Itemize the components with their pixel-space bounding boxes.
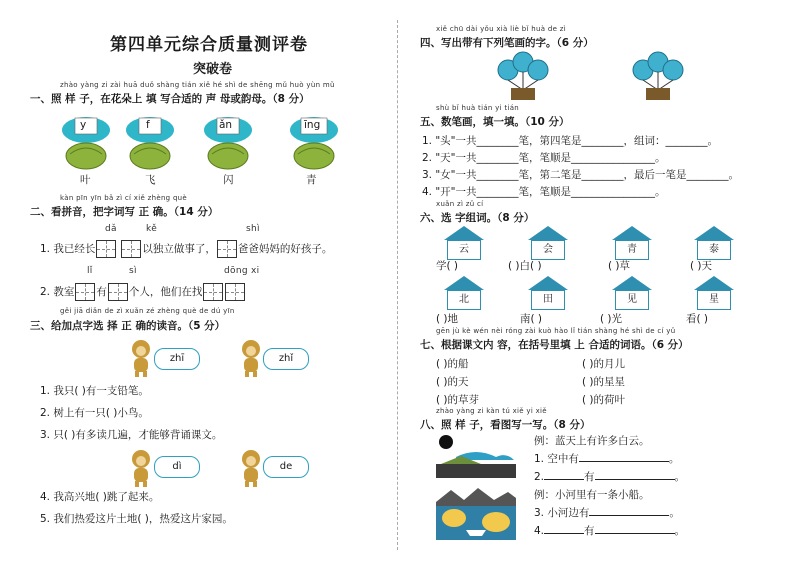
sec6-pinyin: xuǎn zì zǔ cí <box>436 200 484 208</box>
sec1-pinyin: zhào yàng zi zài huā duǒ shàng tián xiě hé shì de shēng mǔ huò yùn mǔ <box>60 81 335 89</box>
answer-box-shi[interactable] <box>217 240 237 258</box>
py-li: lǐ <box>87 266 93 276</box>
sec5-line1: 1. "头"一共________笔，第四笔是________，组词：________。 <box>422 135 719 147</box>
bubble-di: dì <box>154 456 200 478</box>
flower-3-label: ǎn <box>219 119 233 131</box>
sec4-pinyin: xiě chū dài yǒu xià liè bǐ huà de zì <box>436 25 566 33</box>
sec7-pinyin: gēn jù kè wén nèi róng zài kuò hào lǐ tián shàng hé shì de cí yǔ <box>436 327 676 335</box>
answer-blank-3[interactable] <box>589 505 669 516</box>
sec3-line4: 4. 我高兴地( )跳了起来。 <box>40 491 160 503</box>
sec3-line1: 1. 我只( )有一支铅笔。 <box>40 385 149 397</box>
sec2-pinyin: kàn pīn yīn bǎ zì cí xiě zhèng què <box>60 194 188 202</box>
monkey-3 <box>126 448 156 492</box>
answer-box-li[interactable] <box>75 283 95 301</box>
flower-4-char: 青 <box>306 174 317 186</box>
sec4-heading: 四、写出带有下列笔画的字。（6 分） <box>420 37 594 49</box>
answer-box-dong[interactable] <box>203 283 223 301</box>
answer-blank-2b[interactable] <box>595 469 675 480</box>
sec8-line2: 2. 有 。 <box>534 471 686 483</box>
house-tai: 泰 <box>694 226 734 260</box>
sec5-line4: 4. "开"一共________笔，笔顺是________________。 <box>422 186 666 198</box>
sec8-example2: 例：小河里有一条小船。 <box>534 489 650 501</box>
house-hui: 会 <box>528 226 568 260</box>
py-da: dǎ <box>105 224 117 234</box>
sec7-right2: ( )的星星 <box>582 376 626 388</box>
bubble-de: de <box>263 456 309 478</box>
sec8-line3: 3. 小河边有 。 <box>534 507 680 519</box>
answer-box-si[interactable] <box>108 283 128 301</box>
house-xing: 星 <box>694 276 734 310</box>
flower-2-label: f <box>146 119 150 131</box>
sec7-heading: 七、根据课文内 容，在括号里填 上 合适的词语。（6 分） <box>420 339 689 351</box>
flower-2 <box>120 112 180 176</box>
answer-blank-2a[interactable] <box>544 469 584 480</box>
sec3-line2: 2. 树上有一只( )小鸟。 <box>40 407 149 419</box>
sec6-word8: 看( ) <box>686 313 709 325</box>
house-tian: 田 <box>528 276 568 310</box>
house-bei: 北 <box>444 276 484 310</box>
flower-1-char: 叶 <box>80 174 91 186</box>
py-shi: shì <box>246 224 260 234</box>
sec7-left2: ( )的天 <box>436 376 469 388</box>
sec7-right3: ( )的荷叶 <box>582 394 626 406</box>
column-divider <box>397 20 398 550</box>
house-jian: 见 <box>612 276 652 310</box>
monkey-4 <box>236 448 266 492</box>
monkey-1 <box>126 338 156 382</box>
sec8-line4: 4. 有 。 <box>534 525 686 537</box>
bubble-zhi1: zhī <box>154 348 200 370</box>
sec6-word2: ( )白( ) <box>508 260 542 272</box>
sec6-word7: ( )光 <box>600 313 623 325</box>
sec1-heading: 一、照 样 子，在花朵上 填 写合适的 声 母或韵母。（8 分） <box>30 93 310 105</box>
answer-box-xi[interactable] <box>225 283 245 301</box>
sec8-example1: 例：蓝天上有许多白云。 <box>534 435 650 447</box>
sec2-heading: 二、看拼音，把字词写 正 确。（14 分） <box>30 206 219 218</box>
sec6-word5: ( )地 <box>436 313 459 325</box>
py-si: sì <box>129 266 137 276</box>
answer-blank-1[interactable] <box>579 451 669 462</box>
sec3-heading: 三、给加点字选 择 正 确的读音。（5 分） <box>30 320 226 332</box>
sec8-heading: 八、照 样 子，看图写一写。（8 分） <box>420 419 591 431</box>
sec8-line1: 1. 空中有 。 <box>534 453 680 465</box>
tree-2 <box>628 50 688 106</box>
sec5-line2: 2. "天"一共________笔，笔顺是________________。 <box>422 152 666 164</box>
answer-box-ke[interactable] <box>121 240 141 258</box>
sec2-line2: 2. 教室 有 个人，他们在找 <box>40 283 246 301</box>
py-dongxi: dōng xi <box>224 266 260 276</box>
sec5-heading: 五、数笔画，填一填。（10 分） <box>420 116 570 128</box>
tree-1 <box>493 50 553 106</box>
page-title: 第四单元综合质量测评卷 <box>110 35 308 55</box>
sec7-left3: ( )的草芽 <box>436 394 480 406</box>
sec6-word4: ( )天 <box>690 260 713 272</box>
page-subtitle: 突破卷 <box>193 62 233 77</box>
sky-picture <box>436 432 516 482</box>
house-qing: 青 <box>612 226 652 260</box>
sec3-pinyin: gěi jiā diǎn de zì xuǎn zé zhèng què de dú yīn <box>60 307 235 315</box>
answer-blank-4a[interactable] <box>544 523 584 534</box>
house-yun: 云 <box>444 226 484 260</box>
py-ke: kě <box>146 224 158 234</box>
flower-2-char: 飞 <box>145 174 156 186</box>
flower-1-label: y <box>80 119 87 131</box>
sec3-line5: 5. 我们热爱这片土地( )，热爱这片家园。 <box>40 513 233 525</box>
sec8-pinyin: zhào yàng zi kàn tú xiě yi xiě <box>436 407 547 415</box>
sec3-line3: 3. 只( )有多读几遍，才能够背诵课文。 <box>40 429 223 441</box>
sec5-pinyin: shù bǐ huà tián yi tián <box>436 104 520 112</box>
answer-box-da[interactable] <box>96 240 116 258</box>
monkey-2 <box>236 338 266 382</box>
sec7-left1: ( )的船 <box>436 358 469 370</box>
sec5-line3: 3. "女"一共________笔，第二笔是________，最后一笔是________。 <box>422 169 740 181</box>
sec6-word1: 学( ) <box>436 260 459 272</box>
sec6-word6: 南( ) <box>520 313 543 325</box>
river-picture <box>436 484 516 544</box>
sec6-word3: ( )草 <box>608 260 631 272</box>
answer-blank-4b[interactable] <box>595 523 675 534</box>
sec2-line1: 1. 我已经长 以独立做事了， 爸爸妈妈的好孩子。 <box>40 240 332 258</box>
sec7-right1: ( )的月儿 <box>582 358 626 370</box>
flower-3-char: 闪 <box>223 174 234 186</box>
flower-4-label: īng <box>304 119 321 131</box>
sec6-heading: 六、选 字组词。（8 分） <box>420 212 535 224</box>
bubble-zhi3: zhǐ <box>263 348 309 370</box>
